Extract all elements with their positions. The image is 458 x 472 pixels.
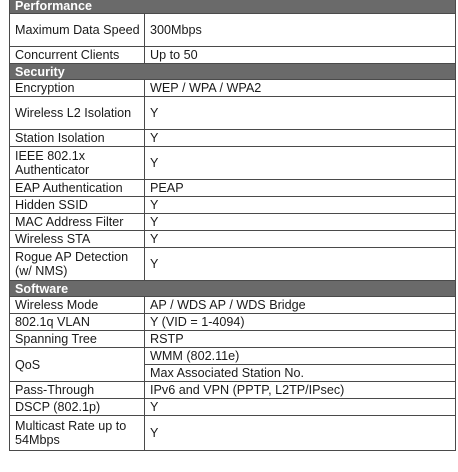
table-row bbox=[10, 47, 456, 64]
spec-value: WMM (802.11e) bbox=[145, 348, 456, 365]
table-row bbox=[10, 180, 456, 197]
table-row bbox=[10, 130, 456, 147]
spec-value: Y bbox=[145, 97, 456, 130]
spec-label: DSCP (802.1p) bbox=[10, 399, 145, 416]
spec-label: Wireless Mode bbox=[10, 297, 145, 314]
table-row bbox=[10, 97, 456, 130]
spec-label: Wireless L2 Isolation bbox=[10, 97, 145, 130]
spec-value: Y bbox=[145, 399, 456, 416]
spec-label: Concurrent Clients bbox=[10, 47, 145, 64]
spec-value: Y bbox=[145, 416, 456, 451]
spec-value: Up to 50 bbox=[145, 47, 456, 64]
spec-label: IEEE 802.1x Authenticator bbox=[10, 147, 145, 180]
table-row bbox=[10, 297, 456, 314]
spec-value: 300Mbps bbox=[145, 14, 456, 47]
spec-label: Encryption bbox=[10, 80, 145, 97]
spec-value: Y (VID = 1-4094) bbox=[145, 314, 456, 331]
table-row bbox=[10, 80, 456, 97]
table-row bbox=[10, 14, 456, 47]
table-row bbox=[10, 416, 456, 451]
section-header-software bbox=[10, 281, 456, 297]
table-row bbox=[10, 331, 456, 348]
spec-value: Y bbox=[145, 214, 456, 231]
table-row bbox=[10, 231, 456, 248]
spec-label: Wireless STA bbox=[10, 231, 145, 248]
spec-value: Y bbox=[145, 197, 456, 214]
spec-value: AP / WDS AP / WDS Bridge bbox=[145, 297, 456, 314]
spec-label: QoS bbox=[10, 348, 145, 382]
spec-label: Pass-Through bbox=[10, 382, 145, 399]
spec-label: EAP Authentication bbox=[10, 180, 145, 197]
section-title: Performance bbox=[10, 0, 456, 14]
spec-label: Maximum Data Speed bbox=[10, 14, 145, 47]
table-row bbox=[10, 382, 456, 399]
spec-label: Spanning Tree bbox=[10, 331, 145, 348]
table-row bbox=[10, 248, 456, 281]
spec-value: Y bbox=[145, 130, 456, 147]
spec-value: Max Associated Station No. bbox=[145, 365, 456, 382]
table-row bbox=[10, 399, 456, 416]
spec-value: IPv6 and VPN (PPTP, L2TP/IPsec) bbox=[145, 382, 456, 399]
spec-label: Hidden SSID bbox=[10, 197, 145, 214]
spec-value: Y bbox=[145, 231, 456, 248]
section-header-performance bbox=[10, 0, 456, 14]
spec-table bbox=[9, 0, 456, 451]
section-title: Security bbox=[10, 64, 456, 80]
table-row bbox=[10, 314, 456, 331]
spec-label: Multicast Rate up to 54Mbps bbox=[10, 416, 145, 451]
table-row bbox=[10, 147, 456, 180]
spec-value: WEP / WPA / WPA2 bbox=[145, 80, 456, 97]
section-title: Software bbox=[10, 281, 456, 297]
spec-value: PEAP bbox=[145, 180, 456, 197]
section-header-security bbox=[10, 64, 456, 80]
table-row bbox=[10, 197, 456, 214]
spec-label: MAC Address Filter bbox=[10, 214, 145, 231]
table-row bbox=[10, 214, 456, 231]
table-row bbox=[10, 348, 456, 365]
spec-value: RSTP bbox=[145, 331, 456, 348]
spec-label: Rogue AP Detection (w/ NMS) bbox=[10, 248, 145, 281]
spec-value: Y bbox=[145, 147, 456, 180]
spec-label: Station Isolation bbox=[10, 130, 145, 147]
spec-value: Y bbox=[145, 248, 456, 281]
spec-label: 802.1q VLAN bbox=[10, 314, 145, 331]
